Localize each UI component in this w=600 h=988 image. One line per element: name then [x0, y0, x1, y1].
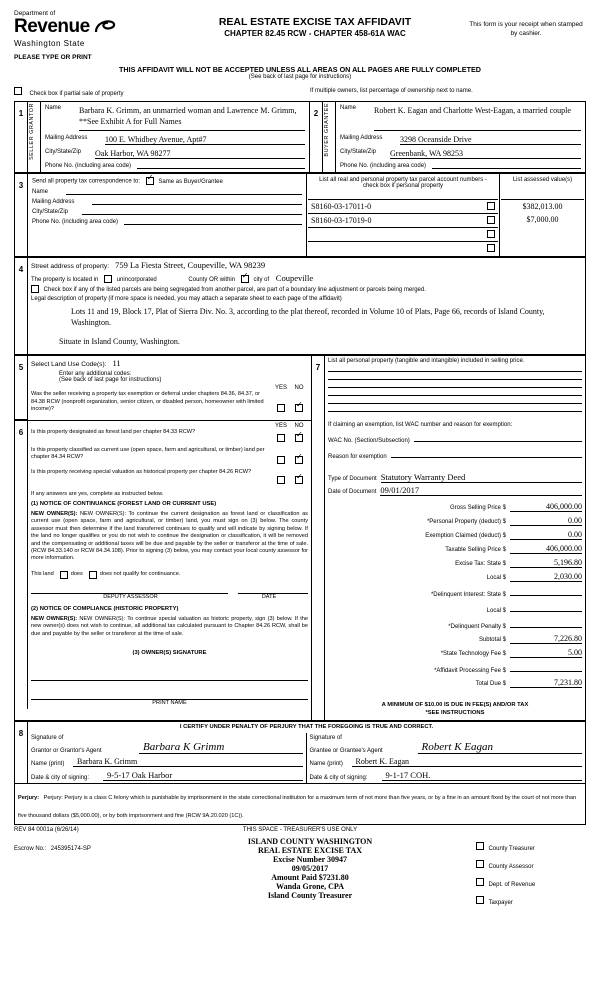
form-title: REAL ESTATE EXCISE TAX AFFIDAVIT [218, 16, 412, 28]
department-line3: Washington State [14, 39, 85, 48]
assessed-header: List assessed value(s) [501, 175, 584, 200]
street-address-row [31, 260, 582, 270]
buyer-phone-label: Phone No. (including area code) [340, 163, 427, 169]
box6-body [28, 420, 312, 709]
seller-csz-label: City/State/Zip [45, 149, 82, 155]
stamp-line: Amount Paid $7231.80 [271, 873, 349, 883]
box3-phone-row [29, 217, 305, 227]
taxpayer-checkbox[interactable] [476, 896, 484, 904]
tax-line-value[interactable]: 5.00 [510, 648, 582, 658]
buyer-csz-value[interactable]: Greenbank, WA 98253 [390, 149, 581, 159]
city-value[interactable]: Coupeville [275, 273, 314, 283]
doc-type-row [328, 472, 582, 483]
tax-line-label: Total Due $ [475, 681, 506, 688]
box3-name-label: Name [32, 189, 49, 195]
parcel-personal-checkbox[interactable] [487, 202, 495, 210]
box3-mailing-value[interactable] [92, 199, 302, 205]
escrow-label: Escrow No.: [14, 846, 47, 853]
doc-type-label: Type of Document [328, 476, 377, 483]
tax-line-label: Exemption Claimed (deduct) $ [425, 533, 506, 540]
page-header [14, 10, 586, 61]
print-instruction: PLEASE TYPE OR PRINT [14, 54, 92, 61]
parcel-number[interactable]: S8160-03-17011-0 [311, 202, 372, 211]
land-use-row [31, 358, 308, 368]
segregation-label: Check box if any of the listed parcels are being segregated from another parcel, are part of a boundary line adjustment or parcels being merged. [43, 287, 426, 293]
grantee-sig-row [310, 741, 583, 754]
buyer-csz-row [337, 147, 584, 161]
unincorporated-checkbox[interactable] [104, 275, 112, 283]
box3-mailing-label: Mailing Address [32, 199, 75, 205]
stamp-row [14, 837, 586, 909]
taxpayer-label: Taxpayer [488, 900, 513, 907]
seller-name-value[interactable]: Barbara K. Grimm, an unmarried woman and Lawrence M. Grimm, **See Exhibit A for Full Names [79, 105, 305, 131]
yes-label: YES [274, 385, 287, 392]
no-label: NO [294, 422, 304, 429]
grantor-date-row [31, 770, 303, 781]
box3-name-row [29, 187, 305, 197]
dept-of-revenue-label: Dept. of Revenue [488, 882, 536, 889]
legal-description-value[interactable]: Lots 11 and 19, Block 17, Plat of Sierra Div. No. 3, according to the plat thereof, recorded in Volume 10 of Plats, Page 66, records of Island County, Washington. [71, 307, 545, 328]
located-in-label: The property is located in [31, 277, 99, 283]
box6-q1-no[interactable] [290, 429, 308, 447]
box3-phone-label: Phone No. (including area code) [32, 219, 119, 225]
doc-date-value[interactable]: 09/01/2017 [380, 485, 582, 496]
city-of-label: city of [253, 277, 270, 283]
tax-line-value[interactable]: 7,231.80 [510, 678, 582, 688]
tax-line-label: Taxable Selling Price $ [445, 547, 506, 554]
buyer-csz-label: City/State/Zip [340, 149, 377, 155]
grantor-sig-label2: Grantor or Grantor's Agent [31, 748, 102, 755]
land-does-checkbox[interactable] [60, 571, 68, 579]
tax-line-value[interactable] [510, 618, 582, 628]
yes-label: YES [274, 422, 287, 429]
form-subtitle: CHAPTER 82.45 RCW - CHAPTER 458-61A WAC [224, 29, 406, 38]
box3-csz-row [29, 207, 305, 217]
seller-mailing-label: Mailing Address [45, 135, 88, 141]
assessed-value[interactable]: $7,000.00 [526, 215, 559, 224]
county-treasurer-checkbox[interactable] [476, 842, 484, 850]
box6-q1-row [31, 429, 308, 447]
grantor-name-value[interactable]: Barbara K. Grimm [73, 757, 303, 767]
tax-line-label: Local $ [486, 575, 506, 582]
buyer-mailing-row [337, 133, 584, 147]
owner-signature-line[interactable] [31, 680, 308, 681]
distribution-item[interactable] [476, 837, 586, 855]
unincorporated-label: unincorporated [116, 277, 157, 283]
tax-line-label: *Personal Property (deduct) $ [426, 519, 506, 526]
box6-q3-row [31, 469, 308, 489]
reason-row [328, 454, 582, 460]
box6-note: If any answers are yes, complete as instructed below. [31, 490, 164, 497]
city-of-checkbox[interactable] [241, 275, 249, 283]
box4-number: 4 [15, 258, 28, 355]
box3-mailing-row [29, 197, 305, 207]
parcel-list [308, 200, 498, 255]
personal-property-line[interactable] [328, 403, 582, 404]
assessed-values-cell [500, 174, 586, 257]
stamp-line: Excise Number 30947 [272, 855, 348, 865]
land-does-not-label: does not qualify for continuance. [99, 571, 181, 578]
stamp-line: 09/05/2017 [291, 864, 329, 874]
property-location-row [31, 273, 582, 283]
partial-sale-row [14, 82, 586, 100]
land-use-label: Select Land Use Code(s): [31, 361, 107, 369]
parcel-row [308, 214, 498, 228]
box6-q3: Is this property receiving special valuation as historical property per chapter 84.26 RCW? [31, 468, 252, 475]
personal-property-lines [328, 371, 582, 412]
escrow-value[interactable]: 245395174-SP [50, 846, 91, 853]
county-assessor-checkbox[interactable] [476, 860, 484, 868]
same-as-buyer-checkbox[interactable] [146, 177, 154, 185]
box3-table [14, 173, 586, 257]
compliance-heading: (2) NOTICE OF COMPLIANCE (HISTORIC PROPERTY) [31, 606, 179, 613]
stamp-line: Island County Treasurer [267, 891, 353, 901]
department-line2: Revenue [14, 17, 164, 39]
buyer-name-row [337, 103, 584, 133]
box6-table [15, 420, 311, 709]
seller-side-label: SELLER GRANTOR [28, 102, 41, 173]
personal-property-line[interactable] [328, 379, 582, 380]
legal-description-situate[interactable]: Situate in Island County, Washington. [59, 337, 180, 347]
grantor-name-label: Name (print) [31, 761, 65, 768]
partial-sale-check-wrap[interactable] [14, 82, 310, 100]
doc-type-value[interactable]: Statutory Warranty Deed [381, 472, 582, 483]
county-assessor-label: County Assessor [488, 864, 534, 871]
additional-codes-label: Enter any additional codes: [59, 371, 132, 378]
department-logo [14, 10, 164, 61]
personal-property-line[interactable] [328, 387, 582, 388]
acceptance-notice-sub: (See back of last page for instructions) [248, 74, 352, 80]
parcel-number[interactable]: S8160-03-17019-0 [311, 216, 372, 225]
send-correspondence-row [29, 175, 305, 187]
parcel-number[interactable] [311, 244, 487, 253]
grantee-date-value[interactable]: 9-1-17 COH. [382, 770, 583, 781]
box8-number: 8 [15, 721, 28, 784]
distribution-checkboxes [476, 837, 586, 909]
see-instructions-note: *SEE INSTRUCTIONS [425, 710, 485, 717]
parcel-personal-checkbox[interactable] [487, 216, 495, 224]
box5-question: Was the seller receiving a property tax exemption or deferral under chapters 84.36, 84.37, or 84.38 RCW (nonprofit organization, senior citizen, or disabled person, homeowner with limited income)? [31, 391, 264, 413]
tax-line-value[interactable]: 406,000.00 [510, 502, 582, 512]
box3-number: 3 [15, 174, 28, 257]
parties-table [14, 101, 586, 173]
parcel-number[interactable] [311, 230, 487, 239]
distribution-item[interactable] [476, 855, 586, 873]
box4-body [28, 258, 586, 355]
box3-correspondence [28, 174, 307, 257]
parcel-row [308, 228, 498, 242]
left-column [15, 356, 312, 720]
personal-property-line[interactable] [328, 395, 582, 396]
parcel-numbers-cell [307, 174, 500, 257]
tax-line-value[interactable]: 0.00 [510, 530, 582, 540]
box6-q3-yes[interactable] [272, 469, 290, 489]
parcel-row [308, 242, 498, 255]
seller-mailing-value[interactable]: 100 E. Whidbey Avenue, Apt#7 [105, 135, 305, 145]
department-line1: Department of [14, 10, 56, 17]
buyer-phone-row [337, 161, 584, 171]
buyer-side-label: BUYER GRANTEE [323, 102, 336, 173]
box8-table [14, 721, 586, 785]
box2-number: 2 [310, 102, 323, 173]
distribution-item[interactable] [476, 891, 586, 909]
personal-property-line[interactable] [328, 371, 582, 372]
certify-statement: I CERTIFY UNDER PENALTY OF PERJURY THAT THE FOREGOING IS TRUE AND CORRECT. [179, 723, 434, 730]
box1-number: 1 [15, 102, 28, 173]
street-address-label: Street address of property: [31, 263, 110, 270]
tax-line-label: *Delinquent Interest: State $ [430, 592, 506, 599]
tax-line-value[interactable] [510, 662, 582, 672]
certification-block [28, 721, 586, 784]
tax-line-value[interactable] [510, 602, 582, 612]
grantor-signature-value[interactable]: Barbara K Grimm [139, 741, 303, 754]
footer-row [14, 827, 586, 833]
multiple-owners-note: If multiple owners, list percentage of ownership next to name. [310, 88, 473, 94]
perjury-block: Perjury: Perjury: Perjury is a class C felony which is punishable by imprisonment in the state correctional institution for a maximum term of not more than five years, or by a fine in an amount fixed by the court of not more than five thousand dollars ($5,000.00), or by both imprisonment and fine (RCW 9A.20.020 (1C)). [14, 784, 586, 825]
grantee-date-label: Date & city of signing: [309, 775, 368, 782]
seller-phone-label: Phone No. (including area code) [45, 163, 132, 169]
parcel-personal-checkbox[interactable] [487, 230, 495, 238]
partial-sale-checkbox[interactable] [14, 87, 22, 95]
grantee-name-row [310, 757, 583, 767]
tax-line-label: Gross Selling Price $ [449, 505, 506, 512]
grantee-signature-block [307, 733, 586, 783]
same-as-buyer-label: Same as Buyer/Grantee [158, 178, 223, 185]
tax-line-value[interactable]: 406,000.00 [510, 544, 582, 554]
seller-csz-row [42, 147, 308, 161]
seller-csz-value[interactable]: Oak Harbor, WA 98277 [95, 149, 305, 159]
seller-phone-row [42, 161, 308, 171]
segregation-checkbox[interactable] [31, 285, 39, 293]
send-correspondence-label: Send all property tax correspondence to: [32, 178, 141, 185]
box3-csz-value[interactable] [82, 209, 302, 215]
buyer-block [336, 102, 586, 173]
tax-line-label: *Delinquent Penalty $ [448, 624, 506, 631]
compliance-paragraph: NEW OWNER(S): NEW OWNER(S): To continue special valuation as historic property, sign (3) below. If the new owner(s) does not wish to continue, all additional tax calculated pursuant to Chapter 84.26 RCW, shall be due and payable by the seller or transferor at the time of sale. [31, 615, 308, 637]
box3-name-value[interactable] [66, 189, 302, 195]
box3-phone-value[interactable] [124, 219, 302, 225]
wac-row [328, 438, 582, 444]
grantor-name-row [31, 757, 303, 767]
receipt-note: This form is your receipt when stamped by cashier. [469, 21, 583, 37]
box4-table [14, 257, 586, 355]
deputy-assessor-label-row [31, 594, 308, 601]
form-title-block [164, 10, 466, 38]
minimum-due-note: A MINIMUM OF $10.00 IS DUE IN FEE(S) AND/OR TAX [381, 702, 529, 709]
grantor-signature-block [28, 733, 307, 783]
grantor-sig-label: Signature of [31, 735, 64, 742]
seller-block [41, 102, 310, 173]
buyer-name-value[interactable]: Robert K. Eagan and Charlotte West-Eagan, a married couple [374, 105, 581, 131]
seller-name-row [42, 103, 308, 133]
tax-line-label: Excise Tax: State $ [455, 561, 506, 568]
tax-line-value[interactable]: 5,196.80 [510, 558, 582, 568]
rev-number: REV 84 0001a (6/26/14) [14, 827, 79, 834]
county-treasurer-label: County Treasurer [488, 846, 535, 853]
parcel-header: List all real and personal property tax parcel account numbers - check box if personal property [308, 175, 498, 200]
exemption-label: If claiming an exemption, list WAC number and reason for exemption: [328, 422, 513, 429]
box5-table [15, 356, 311, 420]
grantee-date-row [310, 770, 583, 781]
doc-date-label: Date of Document [328, 489, 377, 496]
seller-phone-value[interactable] [137, 163, 305, 169]
box567-table [14, 355, 586, 720]
box3-csz-label: City/State/Zip [32, 209, 69, 215]
stamp-line: REAL ESTATE EXCISE TAX [257, 846, 363, 856]
no-label: NO [294, 385, 304, 392]
box6-q1: Is this property designated as forest land per chapter 84.33 RCW? [31, 428, 196, 435]
reason-value[interactable] [391, 457, 582, 458]
box6-q2-row [31, 447, 308, 469]
personal-property-label: List all personal property (tangible and intangible) included in selling price. [328, 358, 525, 365]
land-qualify-lead: This land [31, 571, 54, 578]
treasurer-space-label: THIS SPACE - TREASURER'S USE ONLY [242, 827, 358, 834]
owner-signature-heading: (3) OWNER(S) SIGNATURE [132, 649, 207, 656]
continuance-heading: (1) NOTICE OF CONTINUANCE (FOREST LAND OR CURRENT USE) [31, 501, 217, 508]
dept-of-revenue-checkbox[interactable] [476, 878, 484, 886]
perjury-text: Perjury: Perjury is a class C felony which is punishable by imprisonment in the state correctional institution for a maximum term of not more than five years, or by a fine in an amount fixed by the court of not more than five thousand dollars ($5,000.00), or by both imprisonment and fine (RCW 9A.20.020 (1C)). [18, 795, 577, 820]
buyer-mailing-value[interactable]: 3298 Oceanside Drive [400, 135, 581, 145]
buyer-name-label: Name [340, 105, 357, 111]
box5-q1-no[interactable] [290, 391, 308, 417]
box6-q2-yes[interactable] [272, 447, 290, 469]
personal-property-line[interactable] [328, 411, 582, 412]
box5-question-row [31, 391, 308, 417]
tax-line-value[interactable] [510, 586, 582, 596]
continuance-paragraph: NEW OWNER(S): NEW OWNER(S): To continue the current designation as forest land or classification as current use (open space, farm and agricultural, or timber) land, you must sign on (3) below. The county assessor must then determine if the land transferred continues to qualify and will indicate by signing below. If the land no longer qualifies or you do not wish to continue the designation or classification, it will be removed and the compensating or additional taxes will be due and payable by the seller or transferor at the time of sale. (RCW 84.33.140 or RCW 84.34.108). Prior to signing (3) below, you may contact your local county assessor for more information. [31, 510, 308, 562]
grantor-date-label: Date & city of signing: [31, 775, 90, 782]
land-does-not-checkbox[interactable] [89, 571, 97, 579]
parcel-personal-checkbox[interactable] [487, 244, 495, 252]
box6-q2: Is this property classified as current use (open space, farm and agricultural, or timber) land per chapter 84.34 RCW? [31, 446, 265, 461]
box6-number: 6 [15, 420, 28, 709]
seller-mailing-row [42, 133, 308, 147]
partial-sale-label: Check box if partial sale of property [29, 91, 124, 97]
tax-line-label: Local $ [486, 608, 506, 615]
land-qualify-row [31, 571, 308, 579]
grantee-name-value[interactable]: Robert K. Eagan [352, 757, 583, 767]
segregation-row [31, 285, 582, 293]
tax-line-value[interactable]: 0.00 [510, 516, 582, 526]
print-name-label: PRINT NAME [152, 699, 187, 706]
box5-q1-yes[interactable] [272, 391, 290, 417]
wac-label: WAC No. (Section/Subsection) [328, 438, 410, 445]
box6-q2-no[interactable] [290, 447, 308, 469]
tax-line-label: Subtotal $ [478, 637, 506, 644]
reason-label: Reason for exemption [328, 454, 387, 461]
assessor-date-label: DATE [261, 593, 277, 600]
assessed-value[interactable]: $382,013.00 [522, 202, 563, 211]
grantor-sig-row [31, 741, 303, 754]
doc-date-row [328, 485, 582, 496]
box7-body [325, 356, 586, 720]
grantor-date-value[interactable]: 9-5-17 Oak Harbor [103, 770, 303, 781]
stamp-line: Wanda Grone, CPA [276, 882, 344, 892]
stamp-line: ISLAND COUNTY WASHINGTON [247, 837, 373, 847]
seller-name-label: Name [45, 105, 62, 111]
acceptance-notice: THIS AFFIDAVIT WILL NOT BE ACCEPTED UNLESS ALL AREAS ON ALL PAGES ARE FULLY COMPLETED [119, 65, 481, 74]
tax-computation-lines [328, 502, 582, 688]
tax-line-label: *Affidavit Processing Fee $ [434, 668, 506, 675]
deputy-assessor-label: DEPUTY ASSESSOR [103, 593, 158, 600]
land-use-value[interactable]: 11 [112, 358, 121, 369]
buyer-phone-value[interactable] [432, 163, 581, 169]
county-or-within-label: County OR within [188, 277, 236, 283]
wac-value[interactable] [414, 441, 582, 442]
street-address-value[interactable]: 759 La Fiesta Street, Coupeville, WA 98239 [115, 260, 266, 270]
escrow-block [14, 837, 144, 909]
signatures-row [28, 733, 585, 783]
distribution-item[interactable] [476, 873, 586, 891]
land-does-label: does [70, 571, 83, 578]
grantee-sig-label2: Grantee or Grantee's Agent [309, 748, 383, 755]
revenue-swirl-icon [94, 17, 116, 39]
tax-line-value[interactable]: 2,030.00 [510, 572, 582, 582]
owner-sig-line-row [31, 680, 308, 681]
grantee-signature-value[interactable]: Robert K Eagan [418, 741, 583, 754]
buyer-mailing-label: Mailing Address [340, 135, 383, 141]
tax-line-label: *State Technology Fee $ [440, 651, 506, 658]
legal-description-label: Legal description of property (if more space is needed, you may attach a separate sheet to each page of the affidavit) [31, 296, 342, 303]
box6-q3-no[interactable] [290, 469, 308, 489]
grantee-sig-label: Signature of [309, 735, 342, 742]
box5-body [28, 356, 312, 419]
box5-number: 5 [15, 356, 28, 419]
grantee-name-label: Name (print) [309, 761, 343, 768]
parcel-row [308, 200, 498, 214]
additional-codes-sub: (See back of last page for instructions) [59, 377, 162, 384]
tax-line-value[interactable]: 7,226.80 [510, 634, 582, 644]
box7-number: 7 [312, 356, 325, 720]
box6-q1-yes[interactable] [272, 429, 290, 447]
treasurer-stamp [144, 837, 476, 909]
